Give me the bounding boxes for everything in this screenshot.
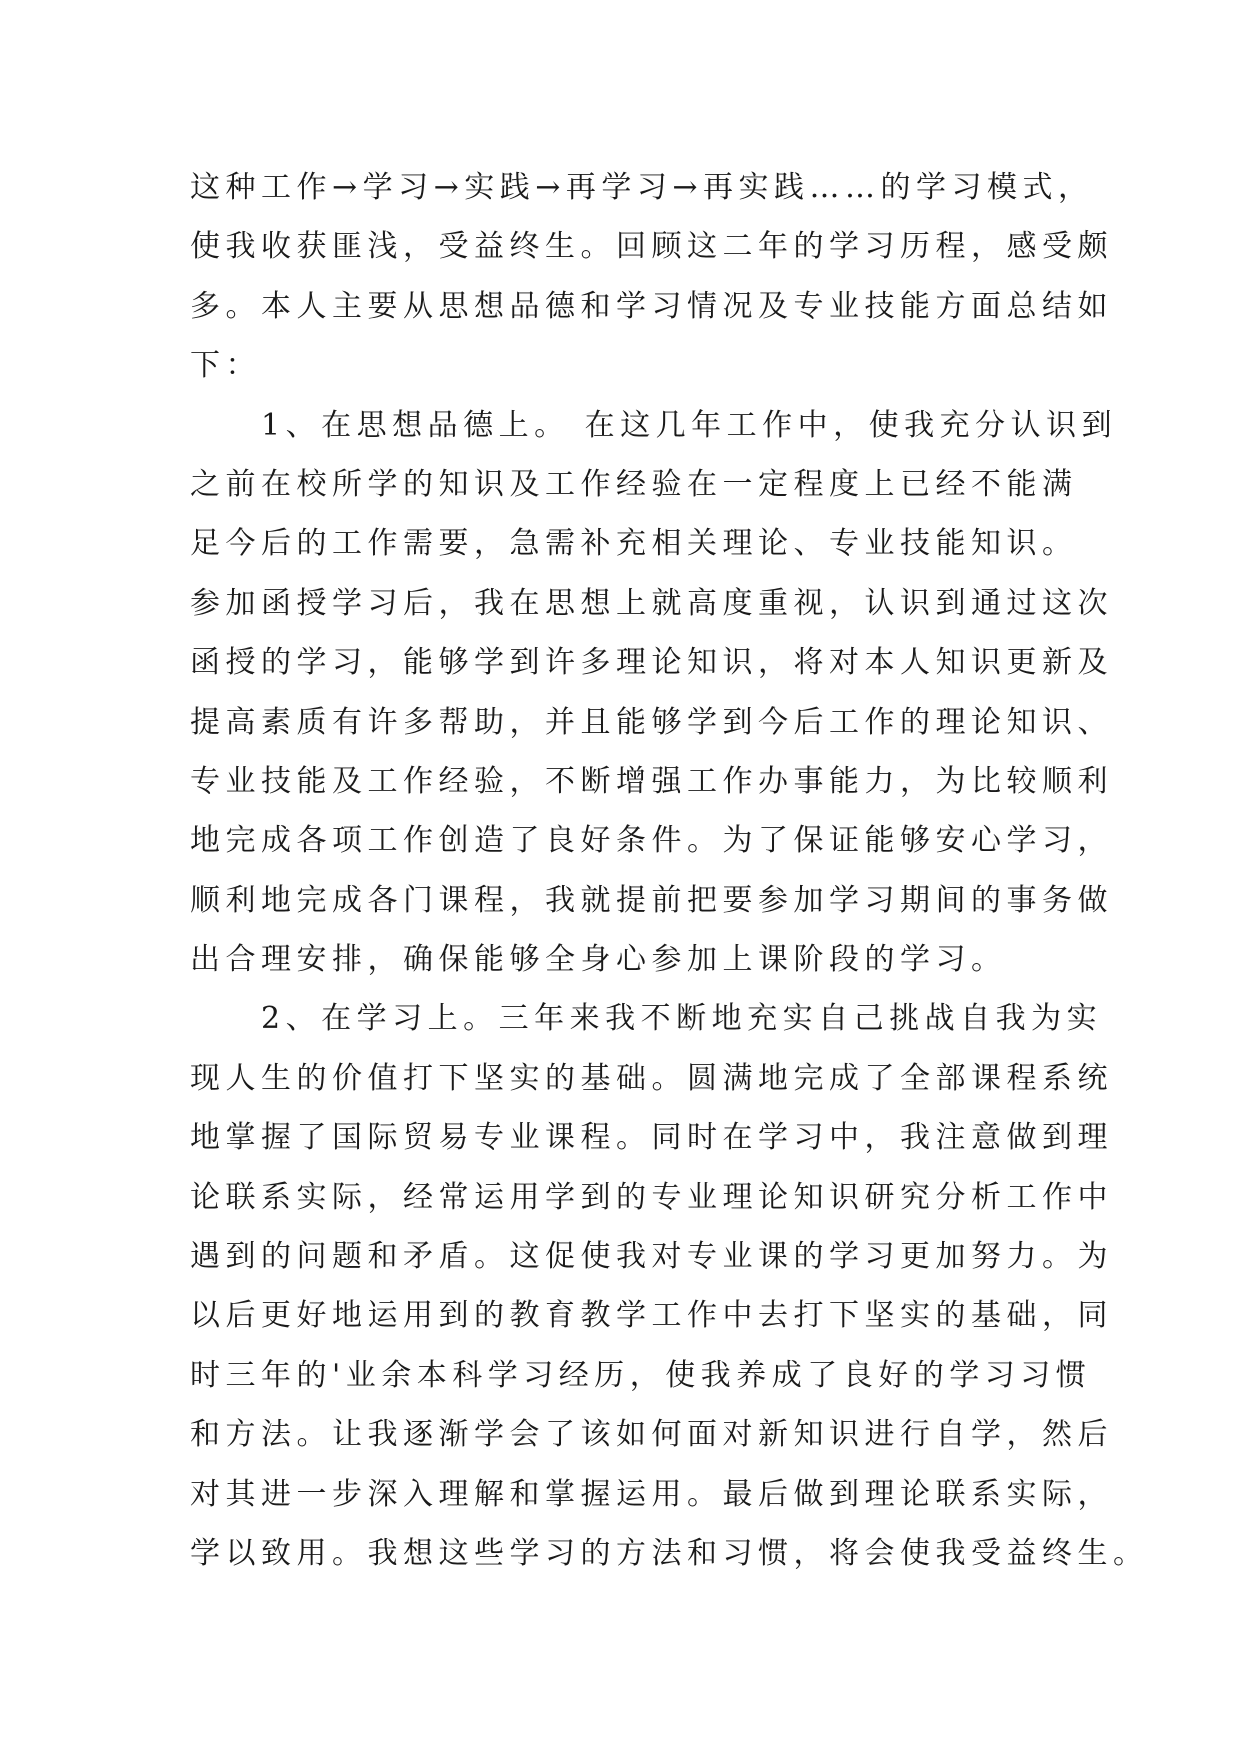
text-line: 多。本人主要从思想品德和学习情况及专业技能方面总结如 — [190, 288, 1113, 324]
text-line: 顺利地完成各门课程，我就提前把要参加学习期间的事务做 — [190, 882, 1113, 918]
text-line: 地掌握了国际贸易专业课程。同时在学习中，我注意做到理 — [190, 1120, 1113, 1156]
text-line: 2、在学习上。三年来我不断地充实自己挑战自我为实 — [190, 1001, 1103, 1037]
text-line: 遇到的问题和矛盾。这促使我对专业课的学习更加努力。为 — [190, 1239, 1113, 1275]
text-line: 这种工作→学习→实践→再学习→再实践……的学习模式， — [190, 170, 1094, 205]
text-line: 函授的学习，能够学到许多理论知识，将对本人知识更新及 — [190, 645, 1113, 681]
body-text — [190, 158, 1149, 1583]
text-line: 参加函授学习后，我在思想上就高度重视，认识到通过这次 — [190, 585, 1113, 621]
text-line: 1、在思想品德上。 在这几年工作中，使我充分认识到 — [190, 407, 1118, 443]
text-line: 下： — [190, 348, 261, 384]
text-line: 足今后的工作需要，急需补充相关理论、专业技能知识。 — [190, 526, 1078, 562]
text-line: 提高素质有许多帮助，并且能够学到今后工作的理论知识、 — [190, 704, 1113, 740]
text-line: 对其进一步深入理解和掌握运用。最后做到理论联系实际， — [190, 1476, 1113, 1512]
text-line: 和方法。让我逐渐学会了该如何面对新知识进行自学，然后 — [190, 1417, 1113, 1453]
text-line: 现人生的价值打下坚实的基础。圆满地完成了全部课程系统 — [190, 1060, 1113, 1096]
text-line: 出合理安排，确保能够全身心参加上课阶段的学习。 — [190, 942, 1007, 978]
text-line: 学以致用。我想这些学习的方法和习惯，将会使我受益终生。 — [190, 1535, 1149, 1571]
text-line: 专业技能及工作经验，不断增强工作办事能力，为比较顺利 — [190, 763, 1113, 799]
text-line: 之前在校所学的知识及工作经验在一定程度上已经不能满 — [190, 466, 1078, 502]
text-line: 使我收获匪浅，受益终生。回顾这二年的学习历程，感受颇 — [190, 229, 1113, 265]
text-line: 以后更好地运用到的教育教学工作中去打下坚实的基础，同 — [190, 1298, 1113, 1334]
text-line: 地完成各项工作创造了良好条件。为了保证能够安心学习， — [190, 823, 1113, 859]
text-line: 时三年的'业余本科学习经历，使我养成了良好的学习习惯 — [190, 1357, 1092, 1393]
text-line: 论联系实际，经常运用学到的专业理论知识研究分析工作中 — [190, 1179, 1113, 1215]
